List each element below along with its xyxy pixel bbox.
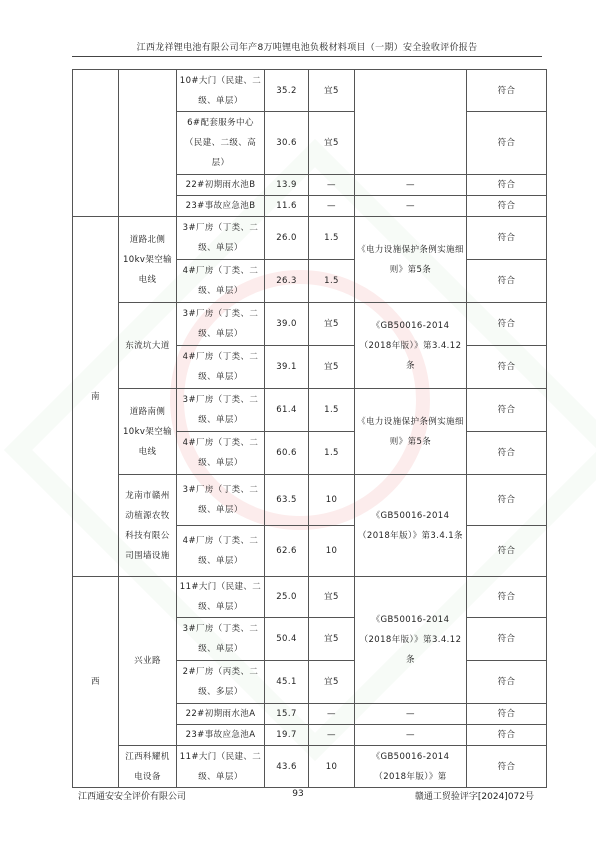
distance-cell: 26.0 [265, 217, 309, 260]
distance-cell: 61.4 [265, 389, 309, 432]
target-cell: 23#事故应急池A [177, 725, 265, 746]
distance-cell: 50.4 [265, 618, 309, 661]
facility-name-cell: 江西科耀机电设备 [119, 746, 177, 788]
result-cell: 符合 [467, 577, 547, 618]
facility-name-cell: 道路北侧10kv架空输电线 [119, 217, 177, 303]
distance-cell: 39.0 [265, 303, 309, 346]
distance-cell: 35.2 [265, 70, 309, 112]
required-distance-cell: 10 [309, 475, 355, 526]
required-distance-cell: 宜5 [309, 303, 355, 346]
result-cell: 符合 [467, 475, 547, 526]
required-distance-cell: 宜5 [309, 618, 355, 661]
required-distance-cell: 宜5 [309, 112, 355, 175]
header-divider [72, 56, 542, 57]
result-cell: 符合 [467, 260, 547, 303]
direction-cell: 西 [73, 577, 119, 788]
basis-cell: 《GB50016-2014（2018年版）》第3.4.1条 [355, 475, 467, 577]
required-distance-cell: 1.5 [309, 432, 355, 475]
required-distance-cell: 宜5 [309, 577, 355, 618]
table-row [73, 303, 547, 346]
required-distance-cell: 10 [309, 526, 355, 577]
result-cell: 符合 [467, 346, 547, 389]
result-cell: 符合 [467, 526, 547, 577]
required-distance-cell: 宜5 [309, 70, 355, 112]
basis-cell: 《GB50016-2014（2018年版）》第3.4.12条 [355, 303, 467, 389]
result-cell: 符合 [467, 661, 547, 704]
basis-cell [355, 70, 467, 175]
result-cell: 符合 [467, 746, 547, 788]
table-row [73, 746, 547, 788]
distance-cell: 63.5 [265, 475, 309, 526]
target-cell: 4#厂房（丁类、二级、单层） [177, 346, 265, 389]
facility-name-cell [119, 70, 177, 217]
table-row [73, 70, 547, 112]
required-distance-cell: 1.5 [309, 389, 355, 432]
target-cell: 3#厂房（丁类、二级、单层） [177, 618, 265, 661]
required-distance-cell: 10 [309, 746, 355, 788]
target-cell: 22#初期雨水池A [177, 704, 265, 725]
required-distance-cell: — [309, 725, 355, 746]
target-cell: 3#厂房（丁类、二级、单层） [177, 217, 265, 260]
distance-cell: 39.1 [265, 346, 309, 389]
target-cell: 4#厂房（丁类、二级、单层） [177, 432, 265, 475]
target-cell: 3#厂房（丁类、二级、单层） [177, 389, 265, 432]
target-cell: 10#大门（民建、二级、单层） [177, 70, 265, 112]
target-cell: 4#厂房（丁类、二级、单层） [177, 526, 265, 577]
direction-cell: 南 [73, 217, 119, 577]
required-distance-cell: 1.5 [309, 260, 355, 303]
target-cell: 23#事故应急池B [177, 196, 265, 217]
distance-cell: 13.9 [265, 175, 309, 196]
result-cell: 符合 [467, 389, 547, 432]
facility-name-cell: 道路南侧10kv架空输电线 [119, 389, 177, 475]
result-cell: 符合 [467, 217, 547, 260]
result-cell: 符合 [467, 432, 547, 475]
distance-cell: 45.1 [265, 661, 309, 704]
required-distance-cell: — [309, 704, 355, 725]
target-cell: 22#初期雨水池B [177, 175, 265, 196]
result-cell: 符合 [467, 618, 547, 661]
table-row [73, 577, 547, 618]
basis-cell: — [355, 725, 467, 746]
target-cell: 11#大门（民建、二级、单层） [177, 577, 265, 618]
basis-cell: 《GB50016-2014（2018年版）》第3.4.12条 [355, 577, 467, 704]
page-number: 93 [292, 789, 304, 799]
distance-cell: 25.0 [265, 577, 309, 618]
page-header-title: 江西龙祥锂电池有限公司年产8万吨锂电池负极材料项目（一期）安全验收评价报告 [136, 43, 478, 53]
facility-name-cell: 东流坑大道 [119, 303, 177, 389]
facility-name-cell: 龙南市赣州动植源农牧科技有限公司围墙设施 [119, 475, 177, 577]
result-cell: 符合 [467, 112, 547, 175]
target-cell: 2#厂房（丙类、二级、多层） [177, 661, 265, 704]
basis-cell: 《电力设施保护条例实施细则》第5条 [355, 389, 467, 475]
table-row [73, 217, 547, 260]
target-cell: 3#厂房（丁类、二级、单层） [177, 475, 265, 526]
required-distance-cell: — [309, 175, 355, 196]
distance-cell: 15.7 [265, 704, 309, 725]
table-row [73, 475, 547, 526]
required-distance-cell: 宜5 [309, 346, 355, 389]
basis-cell: 《电力设施保护条例实施细则》第5条 [355, 217, 467, 303]
distance-cell: 43.6 [265, 746, 309, 788]
distance-cell: 11.6 [265, 196, 309, 217]
target-cell: 6#配套服务中心（民建、二级、高层） [177, 112, 265, 175]
safety-distance-table [72, 69, 547, 788]
footer-company: 江西通安安全评价有限公司 [78, 792, 187, 802]
required-distance-cell: — [309, 196, 355, 217]
result-cell: 符合 [467, 196, 547, 217]
distance-cell: 30.6 [265, 112, 309, 175]
required-distance-cell: 宜5 [309, 661, 355, 704]
table-row [73, 389, 547, 432]
facility-name-cell: 兴业路 [119, 577, 177, 746]
result-cell: 符合 [467, 725, 547, 746]
result-cell: 符合 [467, 303, 547, 346]
basis-cell: — [355, 196, 467, 217]
target-cell: 4#厂房（丁类、二级、单层） [177, 260, 265, 303]
target-cell: 3#厂房（丁类、二级、单层） [177, 303, 265, 346]
basis-cell: — [355, 704, 467, 725]
result-cell: 符合 [467, 704, 547, 725]
direction-cell [73, 70, 119, 217]
result-cell: 符合 [467, 70, 547, 112]
report-number: 赣通工贸验评字[2024]072号 [414, 792, 534, 802]
distance-cell: 62.6 [265, 526, 309, 577]
distance-cell: 19.7 [265, 725, 309, 746]
result-cell: 符合 [467, 175, 547, 196]
distance-cell: 26.3 [265, 260, 309, 303]
required-distance-cell: 1.5 [309, 217, 355, 260]
target-cell: 11#大门（民建、二级、单层） [177, 746, 265, 788]
basis-cell: — [355, 175, 467, 196]
distance-cell: 60.6 [265, 432, 309, 475]
basis-cell: 《GB50016-2014（2018年版）》第 [355, 746, 467, 788]
